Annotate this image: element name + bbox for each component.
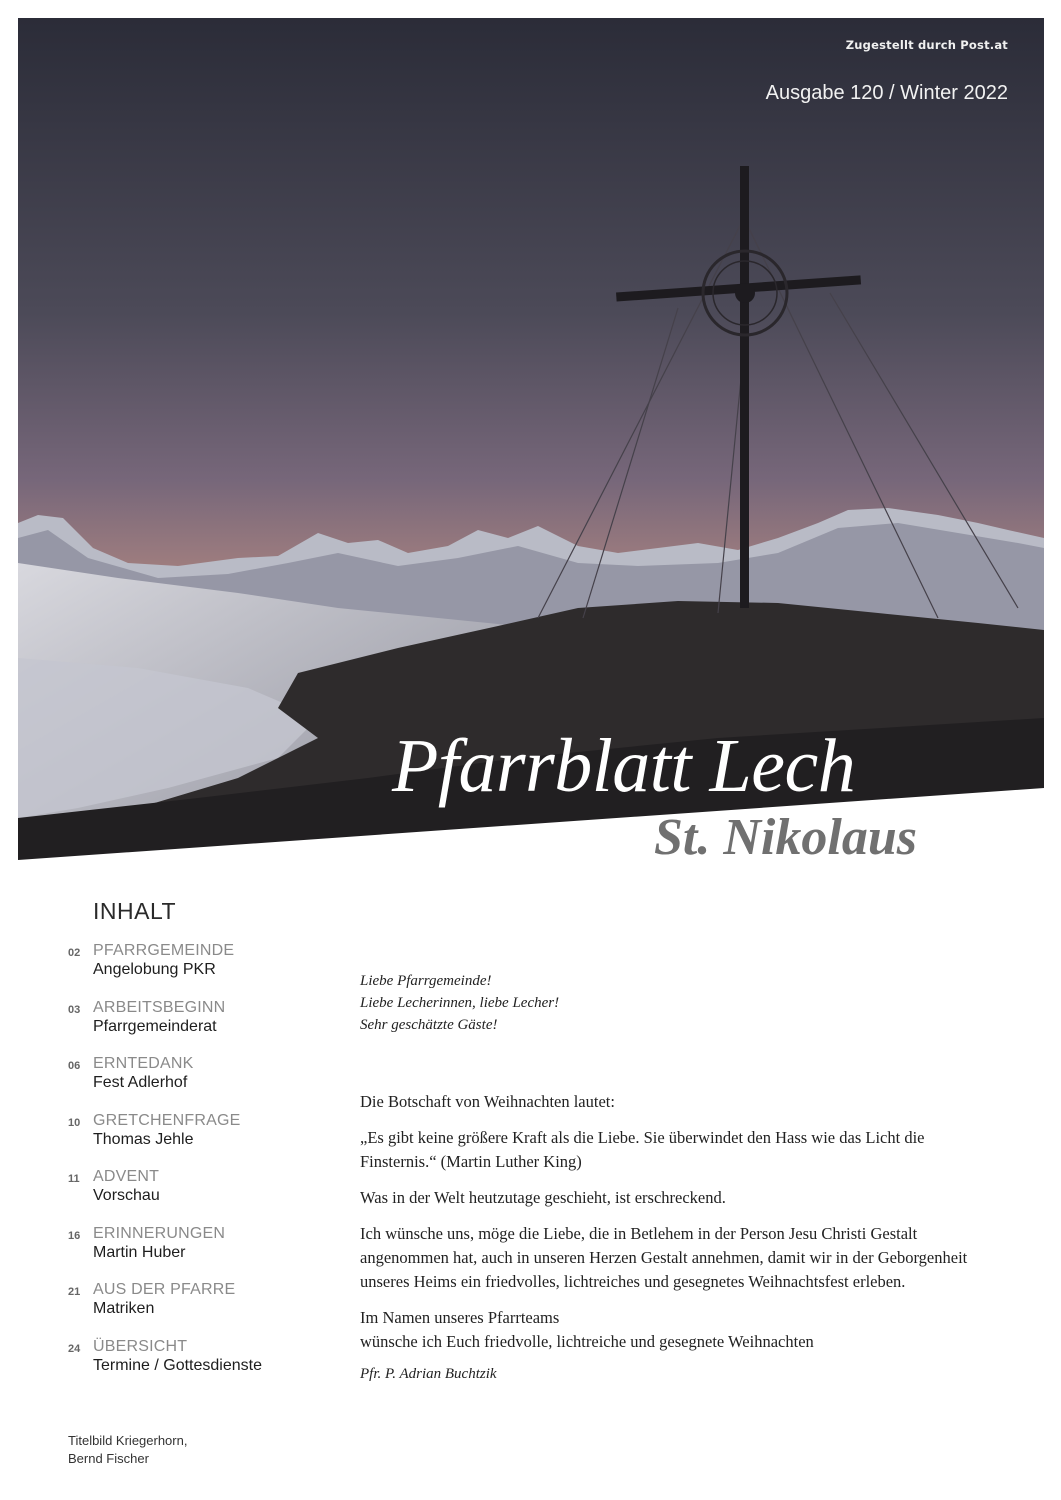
magazine-title: Pfarrblatt Lech xyxy=(392,724,856,808)
letter-closing: wünsche ich Euch friedvolle, lichtreiche und gesegnete Weihnachten xyxy=(360,1332,814,1351)
toc-page-number: 11 xyxy=(68,1173,80,1185)
salutation-line: Liebe Lecherinnen, liebe Lecher! xyxy=(360,995,560,1011)
toc-item[interactable] xyxy=(68,1055,328,1112)
toc-article-title: Matriken xyxy=(93,1300,155,1317)
toc-item[interactable] xyxy=(68,1112,328,1169)
toc-category: GRETCHENFRAGE xyxy=(93,1111,241,1129)
toc-article-title: Martin Huber xyxy=(93,1243,186,1261)
toc-item[interactable] xyxy=(68,999,328,1056)
toc-category: PFARRGEMEINDE xyxy=(93,942,235,959)
toc-category: ERNTEDANK xyxy=(93,1055,194,1072)
toc-article-title: Angelobung PKR xyxy=(93,961,216,978)
table-of-contents xyxy=(68,942,328,1394)
toc-page-number: 03 xyxy=(68,1003,81,1016)
signature: Pfr. P. Adrian Buchtzik xyxy=(360,1366,497,1382)
toc-article-title: Fest Adlerhof xyxy=(93,1074,188,1091)
credit-line: Titelbild Kriegerhorn, xyxy=(68,1433,188,1448)
toc-article-title: Pfarrgemeinderat xyxy=(93,1017,217,1035)
letter-quote: „Es gibt keine größere Kraft als die Liebe. Sie überwindet den Hass wie das Licht die Finsternis.“ (Martin Luther King) xyxy=(360,1128,925,1171)
issue-number: Ausgabe 120 / Winter 2022 xyxy=(765,82,1008,104)
salutation-line: Liebe Pfarrgemeinde! xyxy=(360,973,492,989)
toc-page-number: 16 xyxy=(68,1229,81,1242)
letter-paragraph: Ich wünsche uns, möge die Liebe, die in Betlehem in der Person Jesu Christi Gestalt angenommen hat, auch in unseren Herzen Gestalt annehmen, damit wir in der Geborgenheit unseres Heims ein friedvolles, lichtreiches und gesegnetes Weihnachtsfest erleben. xyxy=(360,1224,968,1291)
toc-category: ARBEITSBEGINN xyxy=(93,998,226,1016)
toc-category: ERINNERUNGEN xyxy=(93,1224,226,1242)
toc-item[interactable] xyxy=(68,1281,328,1338)
cover-photo-credit xyxy=(68,1432,187,1468)
toc-item[interactable] xyxy=(68,1338,328,1395)
toc-page-number: 24 xyxy=(68,1342,81,1355)
letter-paragraph: Was in der Welt heutzutage geschieht, ist erschreckend. xyxy=(360,1188,726,1207)
toc-item[interactable] xyxy=(68,1225,328,1282)
toc-item[interactable] xyxy=(68,1168,328,1225)
toc-category: AUS DER PFARRE xyxy=(93,1281,236,1298)
toc-page-number: 10 xyxy=(68,1116,81,1129)
toc-item[interactable] xyxy=(68,942,328,999)
postal-note: Zugestellt durch Post.at xyxy=(845,38,1008,52)
toc-category: ÜBERSICHT xyxy=(93,1337,188,1355)
toc-article-title: Thomas Jehle xyxy=(93,1130,194,1148)
toc-heading: INHALT xyxy=(93,898,177,924)
toc-article-title: Vorschau xyxy=(93,1187,160,1204)
letter-closing: Im Namen unseres Pfarrteams xyxy=(360,1308,560,1327)
magazine-subtitle: St. Nikolaus xyxy=(654,809,917,866)
letter-paragraph: Die Botschaft von Weihnachten lautet: xyxy=(360,1092,615,1111)
salutation-line: Sehr geschätzte Gäste! xyxy=(360,1017,498,1033)
editorial-letter xyxy=(360,970,990,1383)
toc-page-number: 06 xyxy=(68,1060,81,1072)
toc-page-number: 21 xyxy=(68,1286,81,1298)
credit-line: Bernd Fischer xyxy=(68,1451,149,1466)
toc-category: ADVENT xyxy=(93,1168,160,1185)
toc-article-title: Termine / Gottesdienste xyxy=(93,1356,262,1374)
toc-page-number: 02 xyxy=(68,947,81,959)
